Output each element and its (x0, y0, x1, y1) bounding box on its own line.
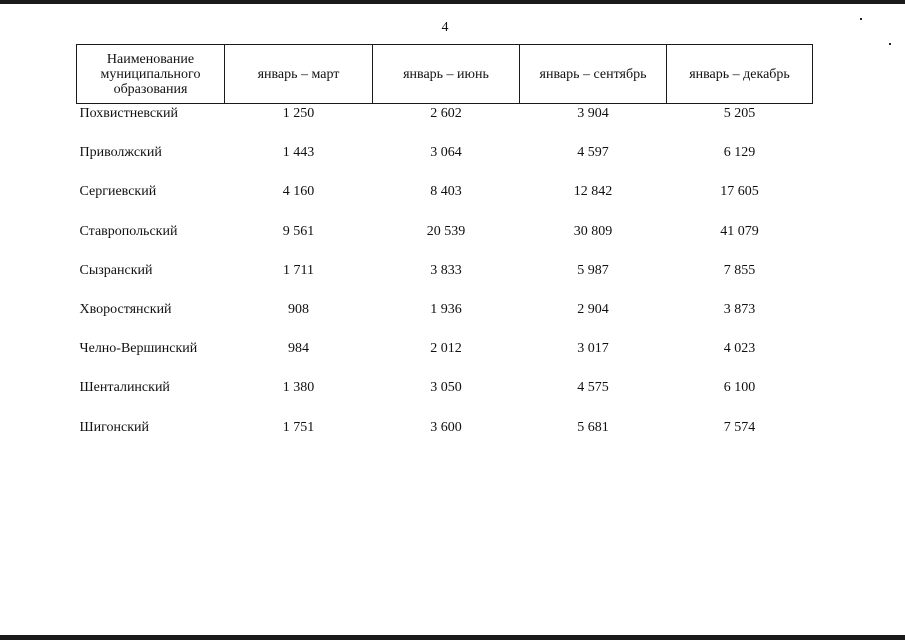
top-border-rule (0, 0, 905, 4)
table-row (77, 184, 813, 223)
value-jan-dec: 6 100 (723, 380, 756, 396)
municipality-name: Ставропольский (79, 223, 178, 239)
municipality-name: Челно-Вершинский (79, 341, 198, 357)
value-jan-mar: 908 (288, 301, 309, 317)
value-jan-sep: 3 017 (577, 341, 609, 357)
municipality-name: Шенталинский (79, 380, 170, 396)
municipality-name: Шигонский (79, 419, 150, 435)
value-jan-mar: 9 561 (282, 223, 315, 239)
value-jan-sep: 4 597 (577, 145, 609, 161)
value-jan-sep: 5 681 (577, 419, 609, 435)
value-jan-mar: 1 443 (282, 145, 315, 161)
table-row (77, 341, 813, 380)
table-row (77, 380, 813, 419)
value-jan-mar: 1 380 (282, 380, 315, 396)
table-row (77, 224, 813, 263)
value-jan-jun: 20 539 (426, 223, 466, 239)
municipality-name: Приволжский (79, 145, 162, 161)
value-jan-dec: 5 205 (723, 106, 756, 121)
column-header-jan-sep: январь – сентябрь (520, 45, 667, 104)
data-table (76, 44, 813, 459)
table-row (77, 302, 813, 341)
value-jan-jun: 3 050 (430, 380, 462, 396)
municipality-name: Сергиевский (79, 184, 157, 200)
table-row (77, 263, 813, 302)
table-body (77, 104, 813, 459)
value-jan-dec: 7 574 (723, 419, 756, 435)
value-jan-jun: 8 403 (430, 184, 462, 200)
value-jan-dec: 3 873 (723, 301, 756, 317)
value-jan-dec: 17 605 (720, 184, 759, 200)
value-jan-dec: 6 129 (723, 145, 756, 161)
table-header (77, 45, 813, 104)
municipality-name: Похвистневский (79, 106, 178, 121)
value-jan-dec: 41 079 (720, 223, 759, 239)
value-jan-mar: 984 (288, 341, 309, 357)
value-jan-dec: 7 855 (723, 262, 756, 278)
table-row (77, 104, 813, 146)
value-jan-sep: 30 809 (573, 223, 613, 239)
value-jan-sep: 3 904 (577, 106, 609, 121)
value-jan-jun: 3 064 (430, 145, 462, 161)
column-header-jan-mar: январь – март (225, 45, 373, 104)
value-jan-sep: 5 987 (577, 262, 609, 278)
value-jan-jun: 3 600 (430, 419, 462, 435)
value-jan-mar: 1 711 (283, 262, 314, 278)
value-jan-jun: 2 602 (430, 106, 462, 121)
value-jan-sep: 12 842 (573, 184, 613, 200)
column-header-municipality: Наименование муниципального образования (77, 45, 225, 104)
page-number: 4 (441, 20, 449, 35)
value-jan-mar: 1 751 (282, 419, 315, 435)
scan-speck (889, 43, 891, 45)
column-header-jan-dec: январь – декабрь (667, 45, 813, 104)
value-jan-sep: 4 575 (577, 380, 609, 396)
value-jan-jun: 1 936 (430, 301, 462, 317)
value-jan-dec: 4 023 (723, 341, 756, 357)
column-header-jan-jun: январь – июнь (373, 45, 520, 104)
municipality-name: Хворостянский (79, 301, 172, 317)
table-row (77, 145, 813, 184)
header-row (77, 45, 813, 104)
bottom-border-rule (0, 635, 905, 640)
value-jan-jun: 3 833 (430, 262, 462, 278)
value-jan-mar: 4 160 (282, 184, 315, 200)
value-jan-sep: 2 904 (577, 301, 609, 317)
table-row (77, 420, 813, 459)
value-jan-jun: 2 012 (430, 341, 462, 357)
value-jan-mar: 1 250 (282, 106, 315, 121)
municipality-name: Сызранский (79, 262, 153, 278)
